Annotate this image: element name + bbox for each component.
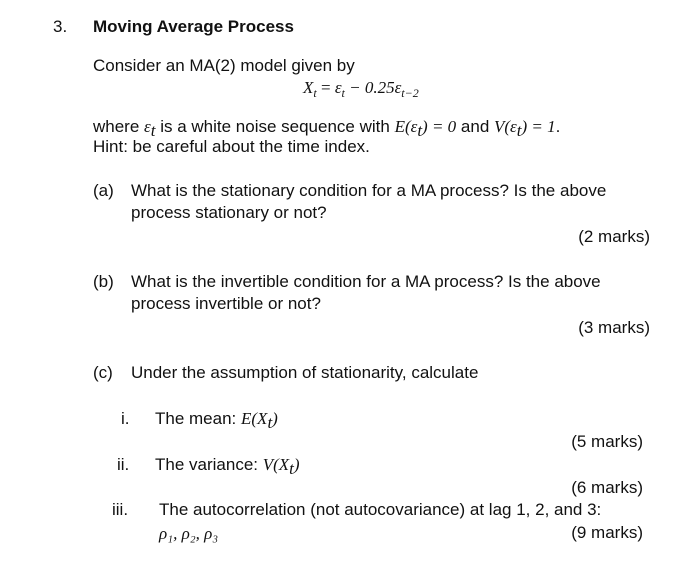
model-equation: $X_t = \varepsilon_t - 0.25\varepsilon_{t-2}$ bbox=[303, 78, 419, 100]
part-c-ii-label: ii. bbox=[117, 455, 130, 474]
part-b-line1: What is the invertible condition for a MA process? Is the above bbox=[131, 272, 601, 291]
part-c-iii-rhos: ρ₁, ρ₂, ρ₃ bbox=[159, 524, 219, 543]
part-c-ii-marks: (6 marks) bbox=[571, 478, 643, 497]
part-c-i-label: i. bbox=[121, 409, 130, 428]
part-c-label: (c) bbox=[93, 363, 113, 382]
part-a-label: (a) bbox=[93, 181, 114, 200]
part-a-line1: What is the stationary condition for a MA process? Is the above bbox=[131, 181, 607, 200]
intro-text: Consider an MA(2) model given by bbox=[93, 56, 355, 75]
part-c-iii-label: iii. bbox=[112, 500, 129, 519]
part-b-label: (b) bbox=[93, 272, 114, 291]
part-a-line2: process stationary or not? bbox=[131, 203, 327, 222]
part-c-ii-text: The variance: $V(X_t)$ bbox=[155, 455, 300, 478]
part-c-i-text: The mean: $E(X_t)$ bbox=[155, 409, 278, 432]
part-a-marks: (2 marks) bbox=[578, 227, 650, 246]
part-b-line2: process invertible or not? bbox=[131, 294, 321, 313]
hint-text: Hint: be careful about the time index. bbox=[93, 137, 370, 156]
question-title: Moving Average Process bbox=[93, 17, 294, 36]
question-number: 3. bbox=[53, 17, 68, 36]
part-b-marks: (3 marks) bbox=[578, 318, 650, 337]
part-c-iii-marks: (9 marks) bbox=[571, 523, 643, 542]
part-c-text: Under the assumption of stationarity, calculate bbox=[131, 363, 479, 382]
part-c-i-marks: (5 marks) bbox=[571, 432, 643, 451]
white-noise-definition: where $\varepsilon_t$ is a white noise sequence with $E(\varepsilon_t) = 0$ and $V(\varepsilon_t) = 1$. bbox=[93, 117, 561, 140]
part-c-iii-text: The autocorrelation (not autocovariance) at lag 1, 2, and 3: bbox=[159, 500, 602, 519]
